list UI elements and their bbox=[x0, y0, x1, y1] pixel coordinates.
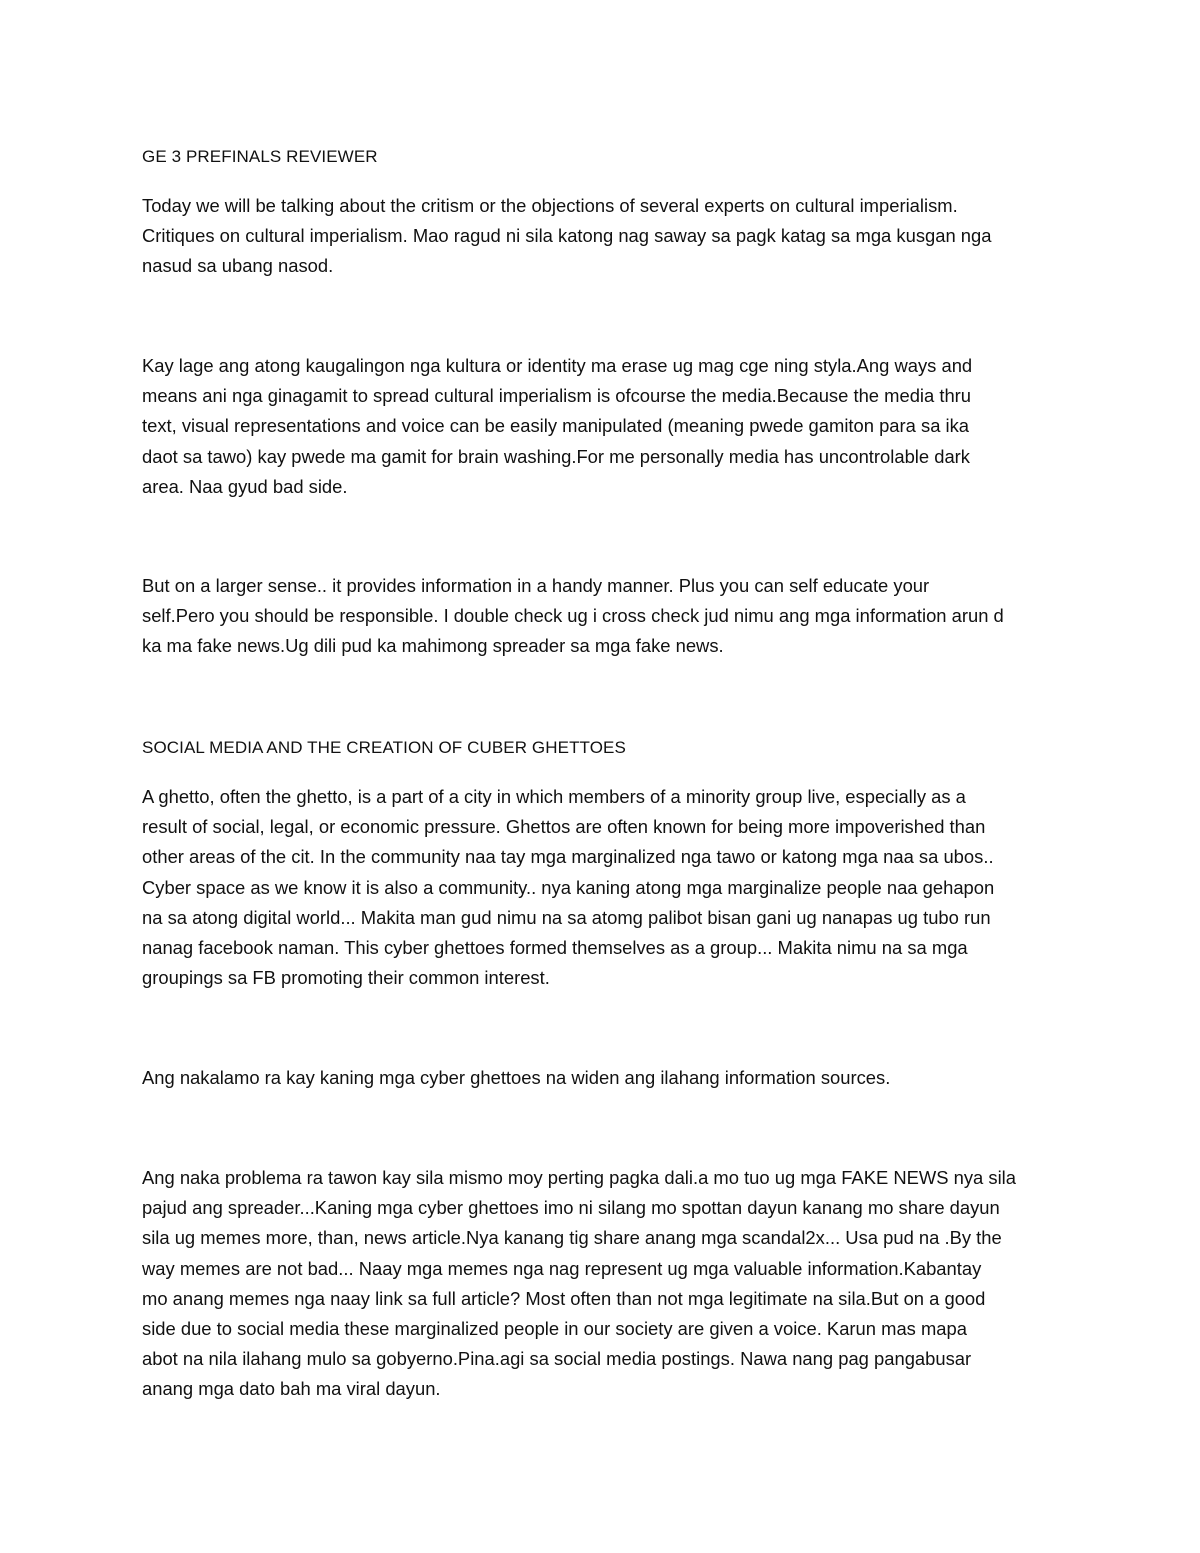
paragraph-line: abot na nila ilahang mulo sa gobyerno.Pina.agi sa social media postings. Nawa nang pag pangabusar bbox=[142, 1348, 972, 1370]
paragraph-line: Kay lage ang atong kaugalingon nga kultura or identity ma erase ug mag cge ning styla.Ang ways and bbox=[142, 355, 973, 376]
paragraph-fake-news bbox=[142, 1163, 1016, 1405]
paragraph-line: na sa atong digital world... Makita man gud nimu na sa atomg palibot bisan gani ug nanapas ug tubo run bbox=[142, 906, 991, 928]
paragraph-line: self.Pero you should be responsible. I double check ug i cross check jud nimu ang mga information arun d bbox=[142, 605, 1004, 627]
paragraph-line: ka ma fake news.Ug dili pud ka mahimong spreader sa mga fake news. bbox=[142, 635, 724, 657]
paragraph-line: sila ug memes more, than, news article.Nya kanang tig share anang mga scandal2x... Usa pud na .By the bbox=[142, 1227, 1002, 1249]
paragraph-line: side due to social media these marginalized people in our society are given a voice. Karun mas mapa bbox=[142, 1317, 967, 1339]
paragraph-line: Cyber space as we know it is also a community.. nya kaning atong mga marginalize people naa gehapon bbox=[142, 876, 995, 898]
paragraph-line: result of social, legal, or economic pressure. Ghettos are often known for being more impoverished than bbox=[142, 816, 986, 838]
paragraph-information-sources bbox=[142, 1063, 890, 1093]
paragraph-larger-sense bbox=[142, 571, 1004, 662]
paragraph-line: daot sa tawo) kay pwede ma gamit for brain washing.For me personally media has uncontrolable dark bbox=[142, 445, 971, 467]
paragraph-line: A ghetto, often the ghetto, is a part of a city in which members of a minority group live, especially as a bbox=[142, 786, 966, 807]
section-heading: SOCIAL MEDIA AND THE CREATION OF CUBER GHETTOES bbox=[142, 738, 626, 757]
paragraph-line: But on a larger sense.. it provides information in a handy manner. Plus you can self educate your bbox=[142, 575, 930, 596]
paragraph-media bbox=[142, 351, 972, 502]
paragraph-line: Ang nakalamo ra kay kaning mga cyber ghettoes na widen ang ilahang information sources. bbox=[142, 1067, 891, 1088]
paragraph-line: nasud sa ubang nasod. bbox=[142, 255, 334, 277]
paragraph-line: groupings sa FB promoting their common interest. bbox=[142, 967, 550, 989]
paragraph-line: anang mga dato bah ma viral dayun. bbox=[142, 1378, 441, 1400]
paragraph-line: Today we will be talking about the critism or the objections of several experts on cultural imperialism. bbox=[142, 195, 958, 216]
paragraph-line: pajud ang spreader...Kaning mga cyber ghettoes imo ni silang mo spottan dayun kanang mo share dayun bbox=[142, 1197, 1000, 1219]
document-title: GE 3 PREFINALS REVIEWER bbox=[142, 147, 378, 166]
paragraph-intro bbox=[142, 191, 992, 282]
paragraph-ghetto bbox=[142, 782, 994, 993]
paragraph-line: nanag facebook naman. This cyber ghettoes formed themselves as a group... Makita nimu na sa mga bbox=[142, 936, 968, 958]
paragraph-line: text, visual representations and voice can be easily manipulated (meaning pwede gamiton para sa ika bbox=[142, 415, 970, 437]
paragraph-line: Ang naka problema ra tawon kay sila mismo moy perting pagka dali.a mo tuo ug mga FAKE NEWS nya sila bbox=[142, 1167, 1016, 1188]
paragraph-line: mo anang memes nga naay link sa full article? Most often than not mga legitimate na sila.But on a good bbox=[142, 1287, 986, 1309]
paragraph-line: means ani nga ginagamit to spread cultural imperialism is ofcourse the media.Because the media thru bbox=[142, 385, 972, 407]
paragraph-line: other areas of the cit. In the community naa tay mga marginalized nga tawo or katong mga naa sa ubos.. bbox=[142, 846, 994, 868]
paragraph-line: Critiques on cultural imperialism. Mao ragud ni sila katong nag saway sa pagk katag sa mga kusgan nga bbox=[142, 225, 992, 247]
paragraph-line: area. Naa gyud bad side. bbox=[142, 475, 348, 497]
paragraph-line: way memes are not bad... Naay mga memes nga nag represent ug mga valuable information.Kabantay bbox=[142, 1257, 982, 1279]
